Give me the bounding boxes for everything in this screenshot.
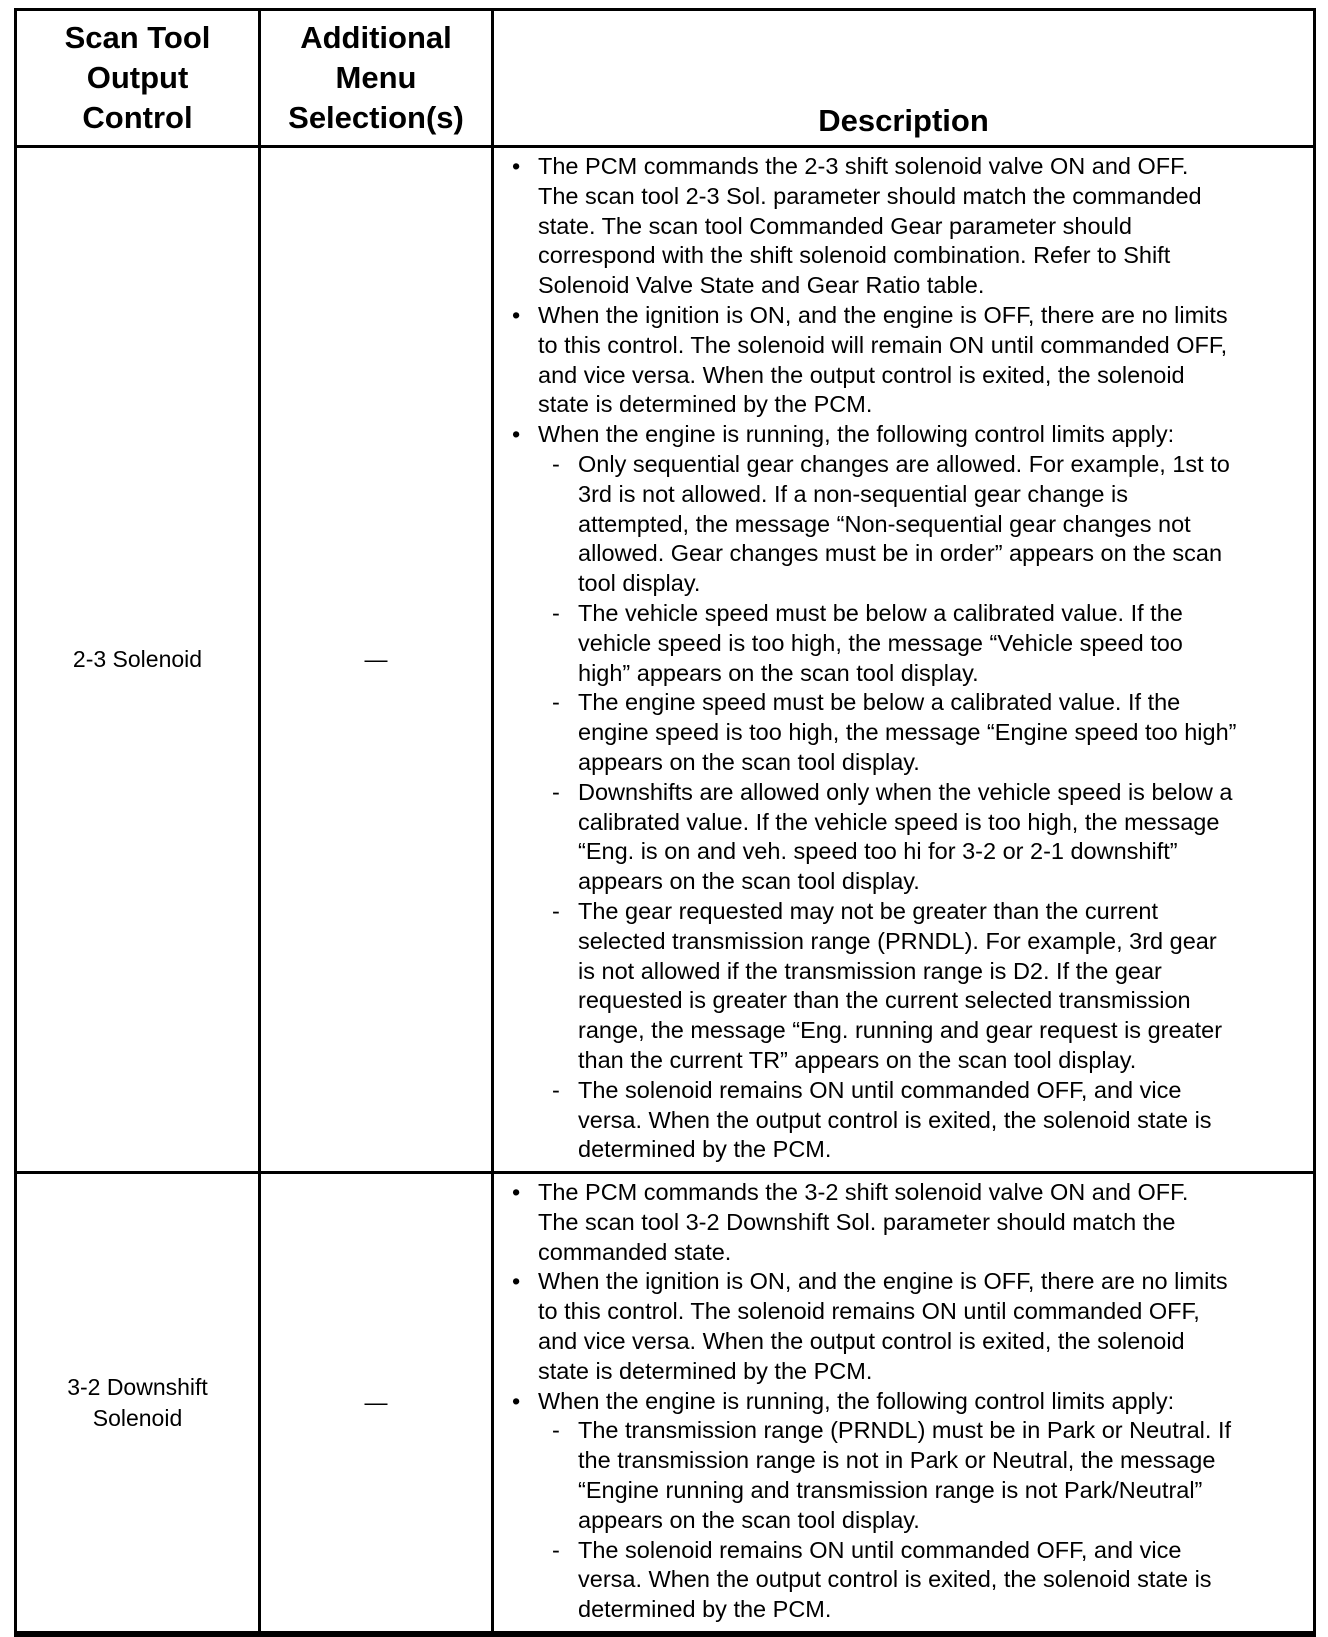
description-line: the transmission range is not in Park or Neutral, the message (578, 1447, 1216, 1474)
bullet-marker: • (512, 1179, 521, 1206)
description-line: high” appears on the scan tool display. (578, 659, 979, 686)
description-line: When the ignition is ON, and the engine is OFF, there are no limits (538, 301, 1228, 328)
header-additional-menu-selections (260, 10, 493, 147)
menu-selection-cell: — (260, 1173, 493, 1634)
description-line: selected transmission range (PRNDL). For example, 3rd gear (578, 927, 1217, 954)
description-line: The solenoid remains ON until commanded OFF, and vice (578, 1536, 1182, 1563)
output-control-table (14, 8, 1316, 1637)
sub-bullet-item (494, 897, 1309, 1076)
description-line: vehicle speed is too high, the message “Vehicle speed too (578, 629, 1183, 656)
description-line: state is determined by the PCM. (538, 1357, 873, 1384)
description-line: The scan tool 3-2 Downshift Sol. parameter should match the (538, 1208, 1176, 1235)
table-row (16, 147, 1315, 1173)
description-line: When the ignition is ON, and the engine is OFF, there are no limits (538, 1268, 1228, 1295)
sub-bullet-item (494, 599, 1309, 688)
bullet-marker: • (512, 1387, 521, 1414)
description-line: When the engine is running, the following control limits apply: (538, 421, 1175, 448)
description-line: The transmission range (PRNDL) must be in Park or Neutral. If (578, 1417, 1232, 1444)
bullet-marker: • (512, 421, 521, 448)
dash-marker: - (552, 897, 560, 924)
header-line: Additional (300, 20, 452, 55)
output-control-name: 3-2 Downshift (67, 1373, 208, 1400)
sub-bullet-item (494, 778, 1309, 897)
description-line: Downshifts are allowed only when the vehicle speed is below a (578, 778, 1233, 805)
header-line: Control (82, 100, 193, 135)
description-line: “Engine running and transmission range is not Park/Neutral” (578, 1477, 1203, 1504)
description-line: requested is greater than the current selected transmission (578, 987, 1191, 1014)
sub-bullet-item (494, 1076, 1309, 1165)
description-line: engine speed is too high, the message “Engine speed too high” (578, 719, 1237, 746)
description-cell (493, 1173, 1315, 1634)
header-description: Description (493, 10, 1315, 147)
description-line: versa. When the output control is exited, the solenoid state is (578, 1106, 1212, 1133)
dash-marker: - (552, 599, 560, 626)
description-line: to this control. The solenoid will remain ON until commanded OFF, (538, 331, 1228, 358)
output-control-cell (16, 147, 260, 1173)
description-line: 3rd is not allowed. If a non-sequential gear change is (578, 480, 1128, 507)
header-line: Scan Tool (64, 20, 211, 55)
header-line: Selection(s) (288, 100, 464, 135)
bullet-marker: • (512, 153, 521, 179)
bullet-item (494, 1267, 1309, 1386)
bullet-marker: • (512, 301, 521, 328)
description-line: The PCM commands the 3-2 shift solenoid valve ON and OFF. (538, 1179, 1189, 1206)
sub-bullet-item (494, 450, 1309, 599)
description-line: determined by the PCM. (578, 1596, 832, 1623)
sub-bullet-item (494, 688, 1309, 777)
dash-marker: - (552, 450, 560, 477)
description-line: appears on the scan tool display. (578, 868, 920, 895)
description-line: versa. When the output control is exited, the solenoid state is (578, 1566, 1212, 1593)
description-line: Only sequential gear changes are allowed. For example, 1st to (578, 450, 1230, 477)
description-line: and vice versa. When the output control is exited, the solenoid (538, 1328, 1185, 1355)
description-line: The engine speed must be below a calibrated value. If the (578, 689, 1181, 716)
menu-selection-cell: — (260, 147, 493, 1173)
description-line: state. The scan tool Commanded Gear parameter should (538, 212, 1132, 239)
header-line: Menu (335, 60, 417, 95)
description-line: allowed. Gear changes must be in order” appears on the scan (578, 540, 1223, 567)
bullet-item (494, 152, 1309, 301)
output-control-name: 2-3 Solenoid (72, 646, 203, 673)
description-line: than the current TR” appears on the scan tool display. (578, 1046, 1137, 1073)
dash-marker: - (552, 1536, 560, 1563)
dash-marker: - (552, 1076, 560, 1103)
description-line: “Eng. is on and veh. speed too hi for 3-2 or 2-1 downshift” (578, 838, 1178, 865)
description-line: tool display. (578, 570, 701, 597)
bullet-marker: • (512, 1268, 521, 1295)
bullet-item (494, 301, 1309, 420)
output-control-name: Solenoid (92, 1404, 183, 1431)
description-line: The PCM commands the 2-3 shift solenoid valve ON and OFF. (538, 153, 1189, 179)
sub-bullet-item (494, 1416, 1309, 1535)
description-line: appears on the scan tool display. (578, 748, 920, 775)
description-line: attempted, the message “Non-sequential gear changes not (578, 510, 1191, 537)
dash-marker: - (552, 689, 560, 716)
description-line: The vehicle speed must be below a calibrated value. If the (578, 599, 1183, 626)
output-control-cell (16, 1173, 260, 1634)
description-line: is not allowed if the transmission range is D2. If the gear (578, 957, 1162, 984)
table-row (16, 1173, 1315, 1634)
table-header-row (16, 10, 1315, 147)
description-line: commanded state. (538, 1238, 732, 1265)
description-cell (493, 147, 1315, 1173)
dash-marker: - (552, 1417, 560, 1444)
description-line: state is determined by the PCM. (538, 391, 873, 418)
header-line: Output (86, 60, 189, 95)
description-line: The solenoid remains ON until commanded OFF, and vice (578, 1076, 1182, 1103)
description-line: When the engine is running, the following control limits apply: (538, 1387, 1175, 1414)
header-scan-tool-output-control (16, 10, 260, 147)
dash-marker: - (552, 778, 560, 805)
description-line: The scan tool 2-3 Sol. parameter should match the commanded (538, 182, 1202, 209)
description-line: range, the message “Eng. running and gear request is greater (578, 1017, 1223, 1044)
description-line: The gear requested may not be greater than the current (578, 897, 1159, 924)
description-line: correspond with the shift solenoid combination. Refer to Shift (538, 242, 1171, 269)
description-line: to this control. The solenoid remains ON until commanded OFF, (538, 1298, 1200, 1325)
description-line: appears on the scan tool display. (578, 1506, 920, 1533)
description-line: Solenoid Valve State and Gear Ratio table. (538, 272, 985, 299)
description-line: determined by the PCM. (578, 1136, 832, 1163)
description-line: and vice versa. When the output control is exited, the solenoid (538, 361, 1185, 388)
sub-bullet-item (494, 1536, 1309, 1625)
bullet-item (494, 1178, 1309, 1267)
description-line: calibrated value. If the vehicle speed is too high, the message (578, 808, 1220, 835)
bullet-item (494, 420, 1309, 450)
bullet-item (494, 1387, 1309, 1417)
